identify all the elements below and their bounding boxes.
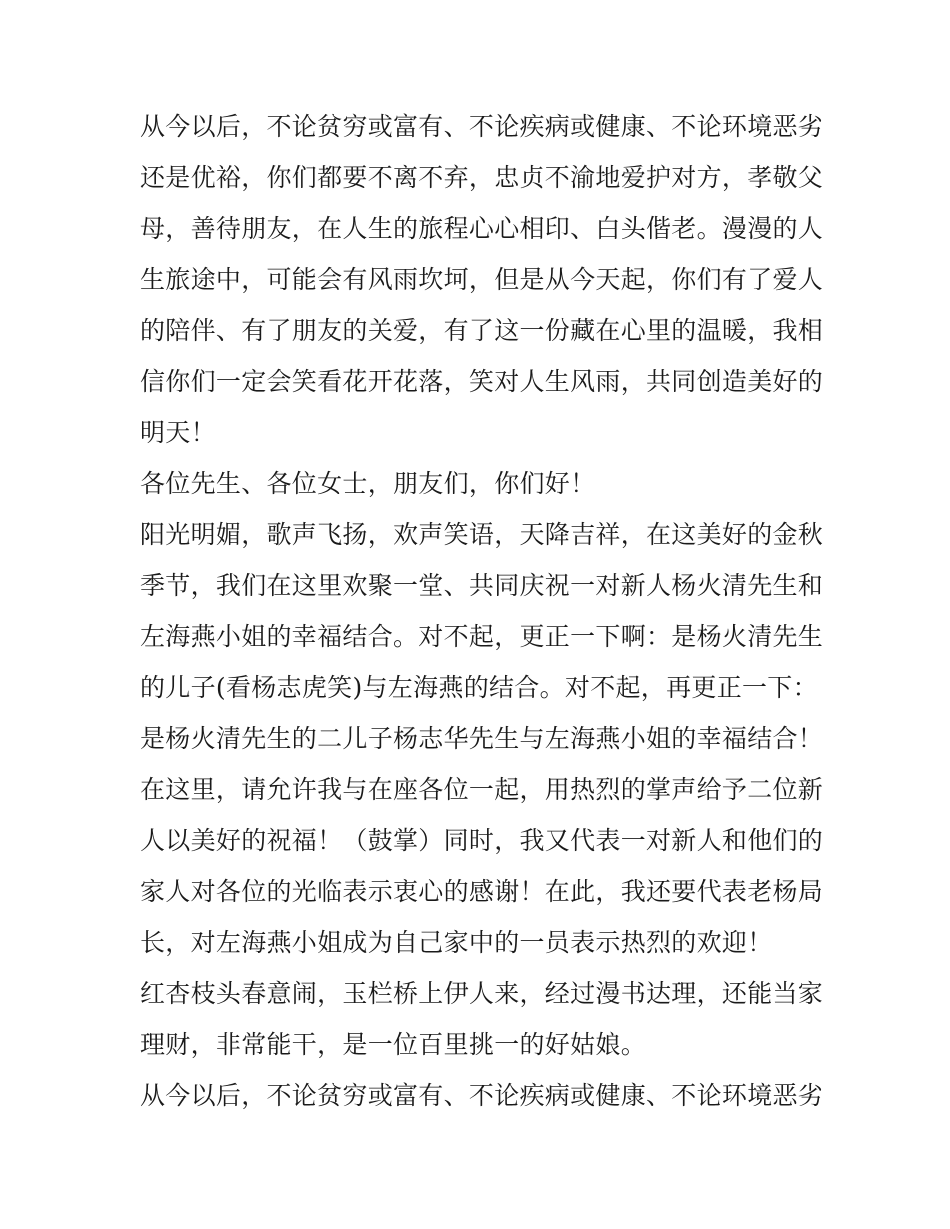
text-line-12: 的儿子(看杨志虎笑)与左海燕的结合。对不起，再更正一下： xyxy=(140,673,818,702)
document-body xyxy=(140,101,824,1121)
text-line-13: 是杨火清先生的二儿子杨志华先生与左海燕小姐的幸福结合！ xyxy=(140,724,824,753)
text-line-4: 生旅途中，可能会有风雨坎坷，但是从今天起，你们有了爱人 xyxy=(140,265,824,294)
text-line-1: 从今以后，不论贫穷或富有、不论疾病或健康、不论环境恶劣 xyxy=(140,112,824,141)
text-line-14: 在这里，请允许我与在座各位一起，用热烈的掌声给予二位新 xyxy=(140,775,824,804)
text-line-7: 明天！ xyxy=(140,418,216,447)
text-line-15: 人以美好的祝福！（鼓掌）同时，我又代表一对新人和他们的 xyxy=(140,826,824,855)
text-line-17: 长，对左海燕小姐成为自己家中的一员表示热烈的欢迎！ xyxy=(140,928,773,957)
text-line-18: 红杏枝头春意闹，玉栏桥上伊人来，经过漫书达理，还能当家 xyxy=(140,979,824,1008)
text-line-8: 各位先生、各位女士，朋友们，你们好！ xyxy=(140,469,596,498)
text-line-11: 左海燕小姐的幸福结合。对不起，更正一下啊：是杨火清先生 xyxy=(140,622,824,651)
text-line-5: 的陪伴、有了朋友的关爱，有了这一份藏在心里的温暖，我相 xyxy=(140,316,824,345)
text-line-20: 从今以后，不论贫穷或富有、不论疾病或健康、不论环境恶劣 xyxy=(140,1081,824,1110)
text-line-16: 家人对各位的光临表示衷心的感谢！在此，我还要代表老杨局 xyxy=(140,877,824,906)
text-line-9: 阳光明媚，歌声飞扬，欢声笑语，天降吉祥，在这美好的金秋 xyxy=(140,520,824,549)
text-line-6: 信你们一定会笑看花开花落，笑对人生风雨，共同创造美好的 xyxy=(140,367,824,396)
text-line-19: 理财，非常能干，是一位百里挑一的好姑娘。 xyxy=(140,1030,647,1059)
text-line-2: 还是优裕，你们都要不离不弃，忠贞不渝地爱护对方，孝敬父 xyxy=(140,163,824,192)
text-line-3: 母，善待朋友，在人生的旅程心心相印、白头偕老。漫漫的人 xyxy=(140,214,824,243)
text-line-10: 季节，我们在这里欢聚一堂、共同庆祝一对新人杨火清先生和 xyxy=(140,571,824,600)
